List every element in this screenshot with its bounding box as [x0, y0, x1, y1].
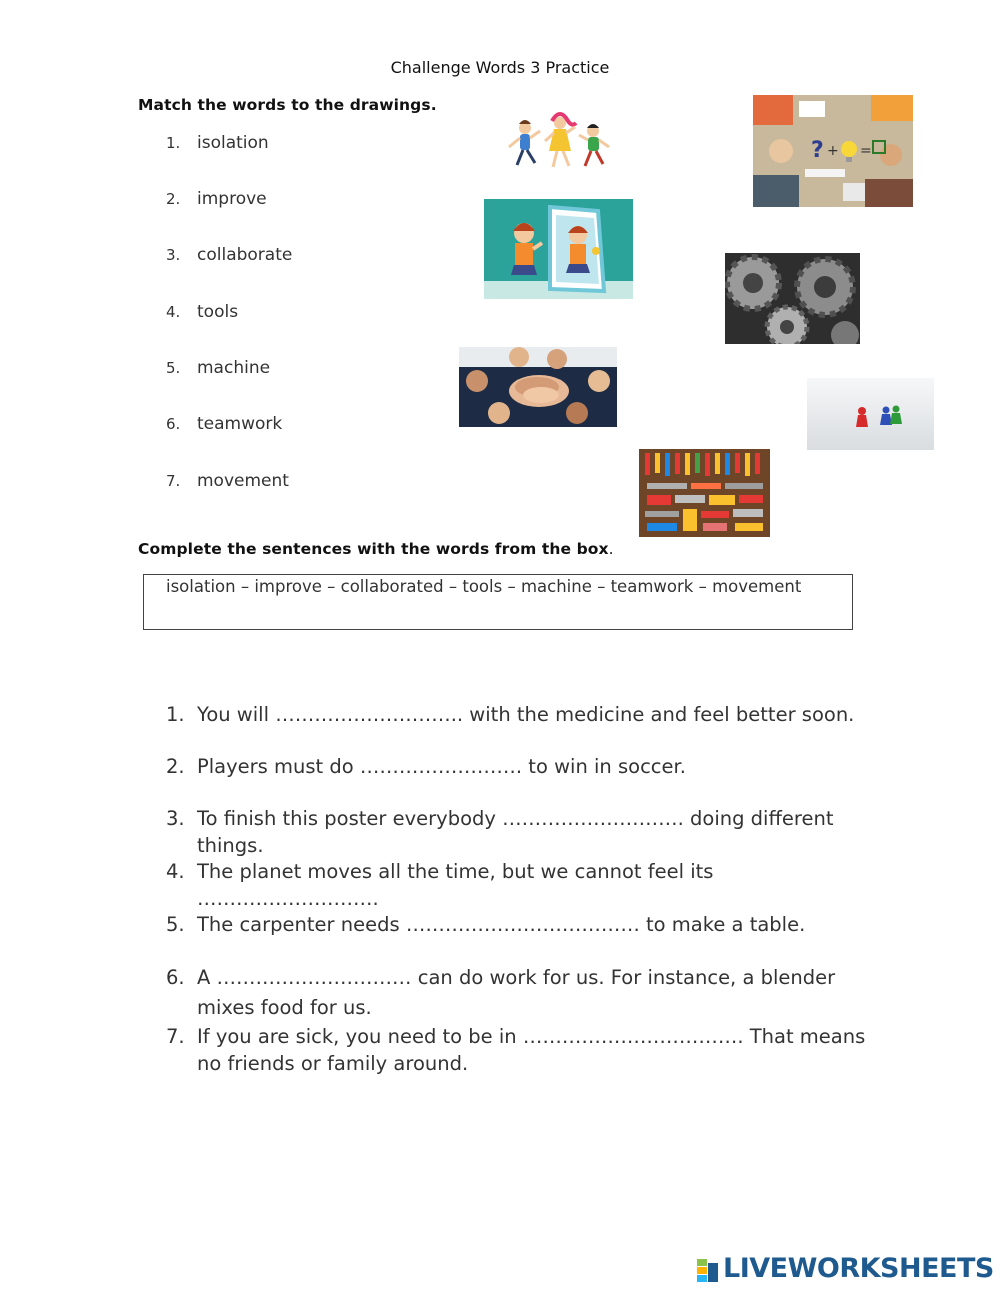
match-item-word: improve: [197, 189, 267, 209]
sentence-text: The planet moves all the time, but we cannot feel its ……………………….: [197, 860, 714, 910]
match-item-number: 2.: [166, 190, 181, 208]
word-box-text: isolation – improve – collaborated – tools – machine – teamwork – movement: [166, 577, 802, 596]
stacked-hands-image[interactable]: [459, 347, 617, 427]
isolated-pawns-image[interactable]: [807, 378, 934, 450]
match-item-5: [166, 358, 270, 378]
match-item-3: [166, 245, 292, 265]
complete-heading-period: .: [608, 540, 614, 558]
svg-text:=: =: [860, 143, 872, 159]
sentence-text: You will ……………………….. with the medicine and feel better soon.: [197, 703, 855, 726]
sentence-number: 5.: [166, 913, 185, 936]
complete-heading: [138, 540, 614, 558]
sentence-3: [166, 805, 866, 859]
match-item-number: 6.: [166, 415, 181, 433]
sentence-number: 1.: [166, 703, 185, 726]
sentence-number: 4.: [166, 860, 185, 883]
match-item-word: machine: [197, 358, 271, 378]
match-item-number: 5.: [166, 359, 181, 377]
match-item-number: 1.: [166, 134, 181, 152]
brainstorm-desk-image[interactable]: [753, 95, 913, 207]
match-item-word: collaborate: [197, 245, 293, 265]
match-item-number: 4.: [166, 303, 181, 321]
sentence-text: A ………………………… can do work for us. For instance, a blender mixes food for us.: [197, 966, 836, 1019]
sentence-7: [166, 1023, 866, 1077]
word-box: [143, 574, 853, 630]
sentence-text: To finish this poster everybody ………………………. doing different things.: [197, 807, 834, 857]
svg-text:?: ?: [811, 138, 824, 163]
mirror-thumbs-up-image[interactable]: [484, 199, 633, 299]
match-item-word: isolation: [197, 133, 269, 153]
sentence-text: If you are sick, you need to be in ……………………………. That means no friends or family around.: [197, 1025, 866, 1075]
match-item-word: movement: [197, 471, 289, 491]
match-item-4: [166, 302, 238, 322]
match-item-6: [166, 414, 282, 434]
match-heading: Match the words to the drawings.: [138, 96, 437, 114]
match-item-1: [166, 133, 269, 153]
match-item-2: [166, 189, 267, 209]
complete-heading-text: Complete the sentences with the words from the box: [138, 540, 609, 558]
sentence-number: 7.: [166, 1025, 185, 1048]
worksheet-title: Challenge Words 3 Practice: [390, 58, 610, 77]
sentence-4: [166, 858, 866, 910]
match-item-7: [166, 471, 289, 491]
sentence-number: 6.: [166, 966, 185, 989]
dancing-kids-image[interactable]: [505, 111, 613, 177]
sentence-6: [166, 963, 866, 1021]
sentence-text: Players must do ……………………. to win in soccer.: [197, 755, 686, 778]
sentence-1: [166, 701, 866, 728]
match-item-word: teamwork: [197, 414, 283, 434]
logo-wordmark: LIVEWORKSHEETS: [723, 1253, 994, 1284]
gears-image[interactable]: [725, 253, 860, 344]
match-item-number: 3.: [166, 246, 181, 264]
liveworksheets-logo: [697, 1253, 997, 1287]
match-item-word: tools: [197, 302, 239, 322]
sentence-2: [166, 753, 866, 780]
match-item-number: 7.: [166, 472, 181, 490]
sentence-text: The carpenter needs ……………………………… to make a table.: [197, 913, 806, 936]
tool-collection-image[interactable]: [639, 449, 770, 537]
svg-text:+: +: [827, 143, 839, 159]
sentence-number: 3.: [166, 807, 185, 830]
logo-cubes-icon: [697, 1259, 719, 1283]
sentence-number: 2.: [166, 755, 185, 778]
sentence-5: [166, 911, 866, 938]
